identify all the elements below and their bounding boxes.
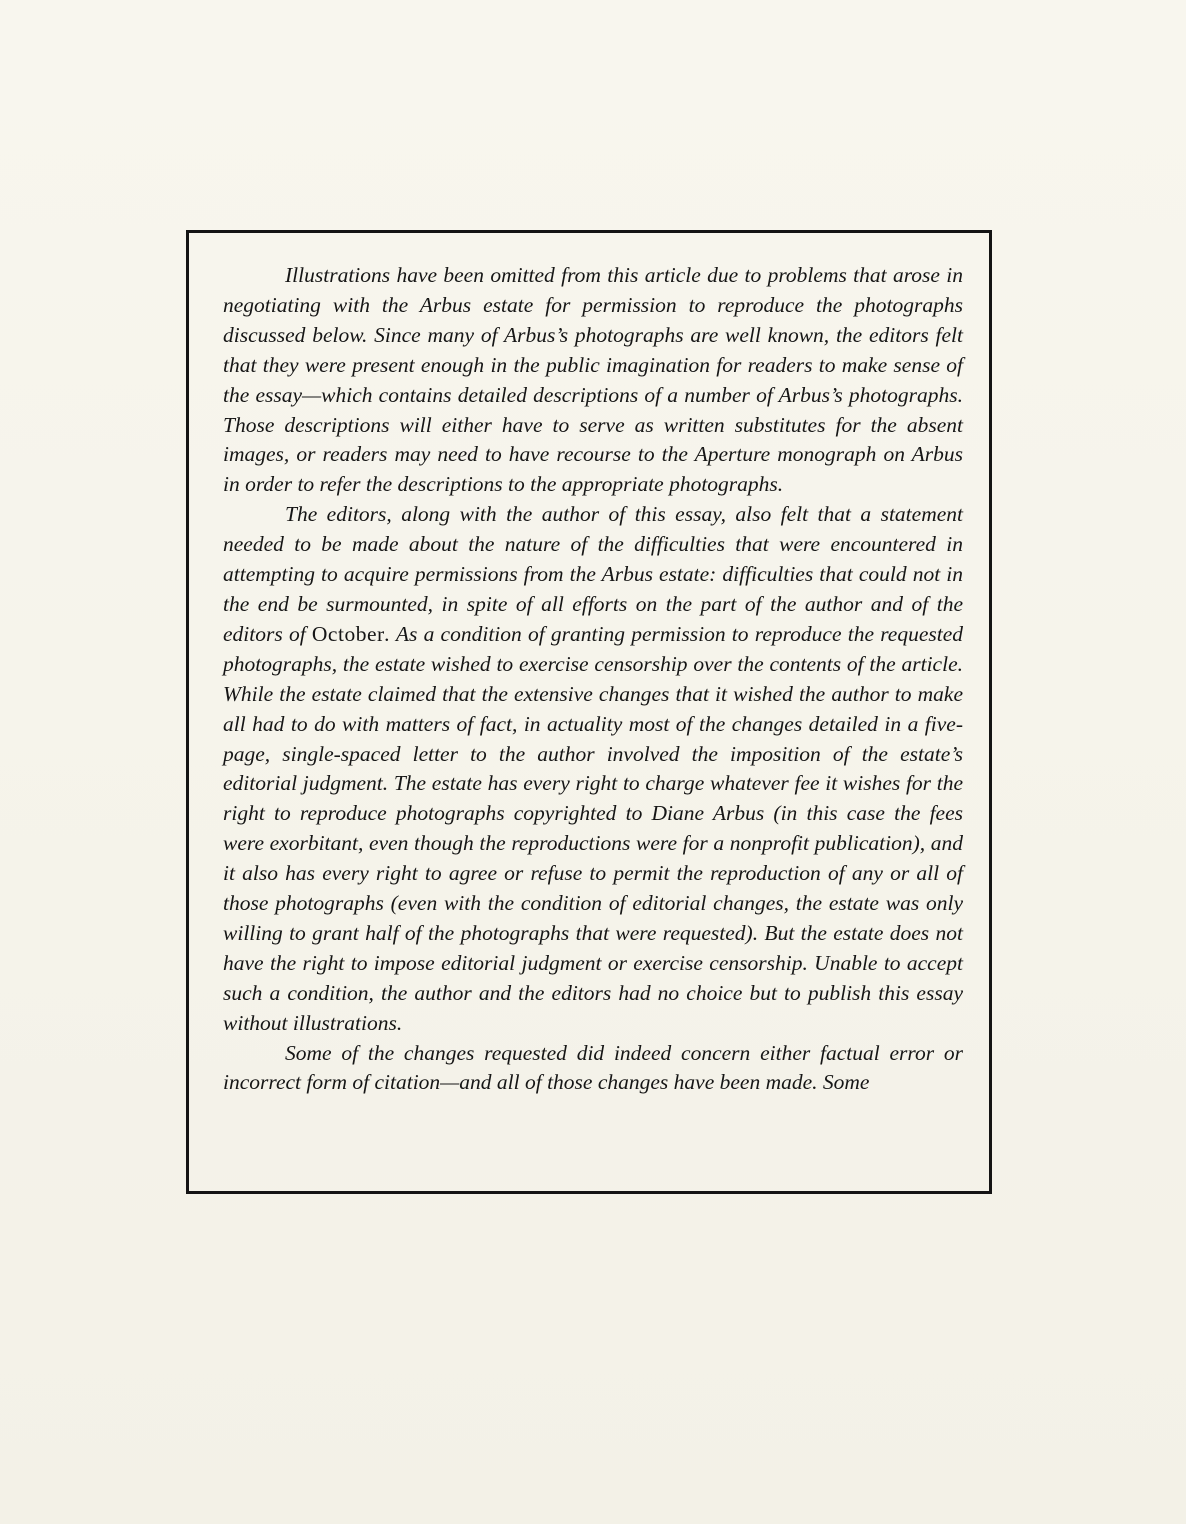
editorial-notice-box [186, 230, 992, 1194]
editorial-notice-text [223, 261, 963, 1098]
notice-paragraph-1: Illustrations have been omitted from this article due to problems that arose in negotiating with the Arbus estate for permission to reproduce the photographs discussed below. Since many of Arbus’s photographs are well known, the editors felt that they were present enough in the public imagination for readers to make sense of the essay—which contains detailed descriptions of a number of Arbus’s photographs. Those descriptions will either have to serve as written substitutes for the absent images, or readers may need to have recourse to the Aperture monograph on Arbus in order to refer the descriptions to the appropriate photographs. [223, 263, 963, 497]
journal-name: October [311, 621, 385, 646]
notice-paragraph-2-start: The editors, along with the author of this essay, also felt that a statement needed to be made about the nature of the difficulties that were encountered in attempting to acquire permissions from the Arbus estate: difficulties that could not in the end be surmounted, in spite of all efforts on the part of the author and of the editors of [223, 502, 963, 646]
notice-paragraph-2-end: . As a condition of granting permission to reproduce the requested photographs, the estate wished to exercise censorship over the contents of the article. While the estate claimed that the extensive changes that it wished the author to make all had to do with matters of fact, in actuality most of the changes detailed in a five-page, single-spaced letter to the author involved the imposition of the estate’s editorial judgment. The estate has every right to charge whatever fee it wishes for the right to reproduce photographs copyrighted to Diane Arbus (in this case the fees were exorbitant, even though the reproductions were for a nonprofit publication), and it also has every right to agree or refuse to permit the reproduction of any or all of those photographs (even with the condition of editorial changes, the estate was only willing to grant half of the photographs that were requested). But the estate does not have the right to impose editorial judgment or exercise censorship. Unable to accept such a condition, the author and the editors had no choice but to publish this essay without illustrations. [223, 621, 964, 1035]
notice-paragraph-3: Some of the changes requested did indeed concern either factual error or incorrect form of citation—and all of those changes have been made. Some [223, 1040, 963, 1095]
notice-paragraph-2 [223, 500, 963, 1038]
